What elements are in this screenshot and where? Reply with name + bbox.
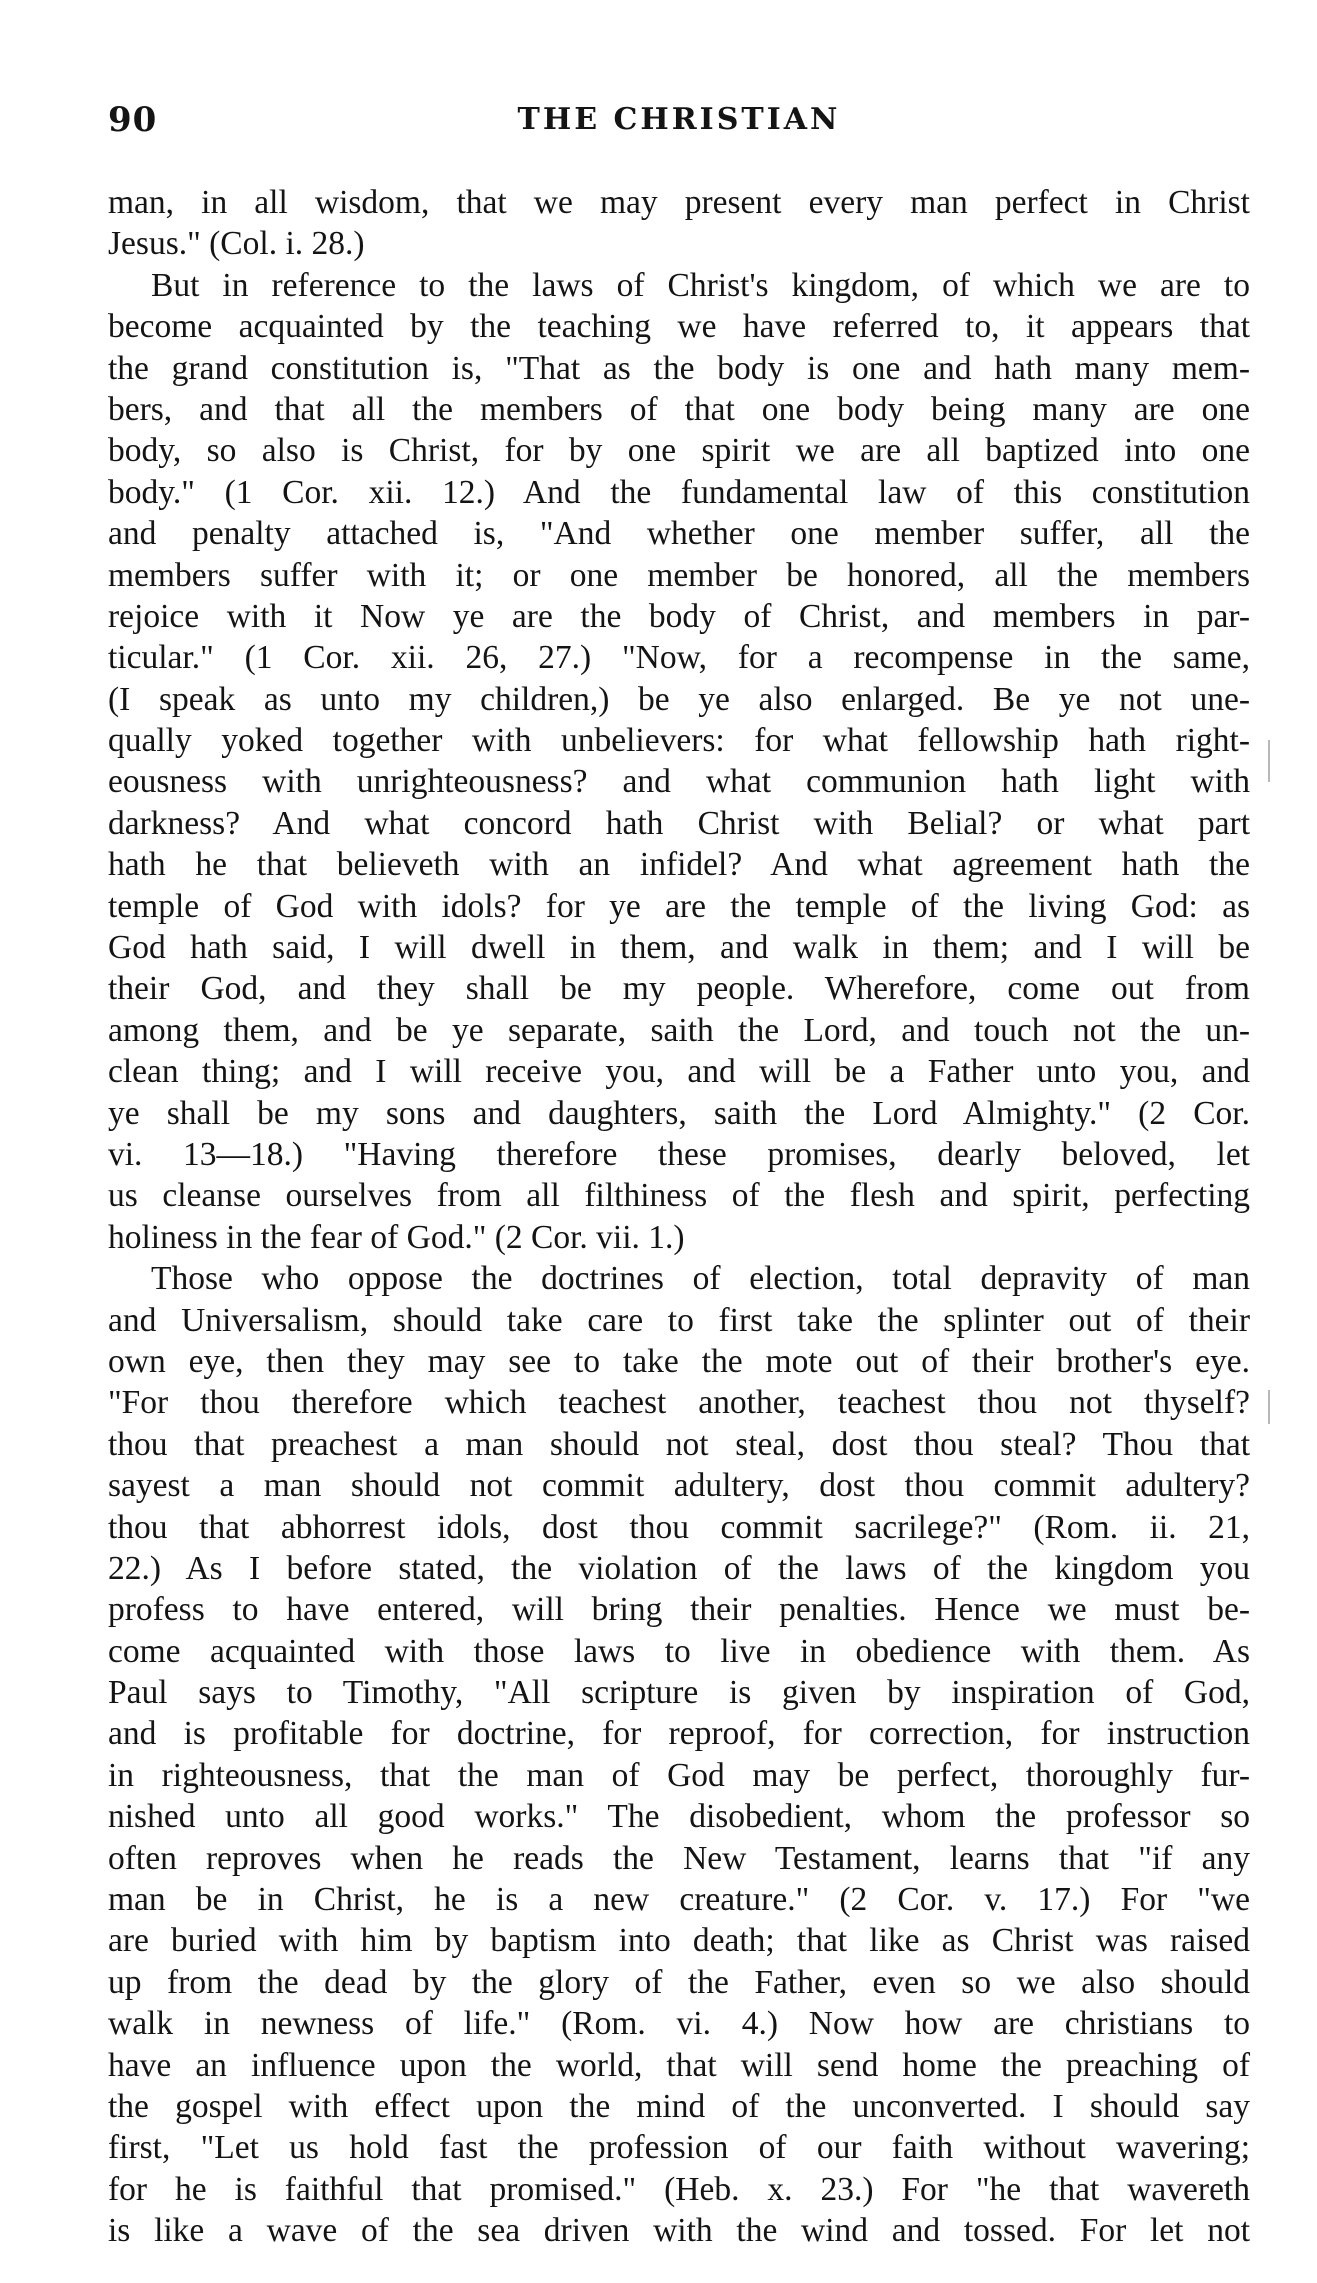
text-line: ticular." (1 Cor. xii. 26, 27.) "Now, for a recompense in the same, [108, 639, 1250, 677]
text-line: But in reference to the laws of Christ's kingdom, of which we are to [151, 266, 1250, 304]
text-line: the grand constitution is, "That as the body is one and hath many mem- [108, 349, 1250, 387]
text-line: in righteousness, that the man of God may be perfect, thoroughly fur- [108, 1756, 1250, 1794]
text-line: man, in all wisdom, that we may present every man perfect in Christ [108, 184, 1250, 221]
text-line: are buried with him by baptism into death; that like as Christ was raised [108, 1922, 1250, 1960]
text-line: rejoice with it Now ye are the body of Christ, and members in par- [108, 597, 1250, 635]
text-line: hath he that believeth with an infidel? And what agreement hath the [108, 846, 1250, 884]
text-line: thou that abhorrest idols, dost thou commit sacrilege?" (Rom. ii. 21, [108, 1508, 1250, 1546]
page-number: 90 [108, 100, 158, 140]
text-line: clean thing; and I will receive you, and will be a Father unto you, and [108, 1053, 1250, 1091]
text-line: nished unto all good works." The disobedient, whom the professor so [108, 1798, 1250, 1836]
text-line: the gospel with effect upon the mind of the unconverted. I should say [108, 2087, 1250, 2125]
text-line: ye shall be my sons and daughters, saith the Lord Almighty." (2 Cor. [108, 1094, 1250, 1132]
margin-mark [1268, 740, 1270, 782]
text-line: 22.) As I before stated, the violation of the laws of the kingdom you [108, 1549, 1250, 1587]
text-line: us cleanse ourselves from all filthiness of the flesh and spirit, perfecting [108, 1177, 1250, 1215]
text-line: "For thou therefore which teachest another, teachest thou not thyself? [108, 1384, 1250, 1422]
text-line: vi. 13—18.) "Having therefore these promises, dearly beloved, let [108, 1135, 1250, 1173]
text-line: temple of God with idols? for ye are the temple of the living God: as [108, 887, 1250, 925]
text-line: and penalty attached is, "And whether one member suffer, all the [108, 515, 1250, 553]
text-line: thou that preachest a man should not steal, dost thou steal? Thou that [108, 1425, 1250, 1463]
page-header [108, 100, 1250, 140]
text-line: (I speak as unto my children,) be ye also enlarged. Be ye not une- [108, 680, 1250, 718]
text-line: eousness with unrighteousness? and what communion hath light with [108, 763, 1250, 801]
text-line: come acquainted with those laws to live in obedience with them. As [108, 1632, 1250, 1670]
text-line: qually yoked together with unbelievers: for what fellowship hath right- [108, 722, 1250, 760]
text-line: members suffer with it; or one member be honored, all the members [108, 556, 1250, 594]
text-line: and is profitable for doctrine, for reproof, for correction, for instruction [108, 1715, 1250, 1753]
running-title: THE CHRISTIAN [517, 102, 841, 137]
text-line: own eye, then they may see to take the mote out of their brother's eye. [108, 1342, 1250, 1380]
text-line: for he is faithful that promised." (Heb. x. 23.) For "he that wavereth [108, 2170, 1250, 2208]
text-line: and Universalism, should take care to first take the splinter out of their [108, 1301, 1250, 1339]
text-line: first, "Let us hold fast the profession of our faith without wavering; [108, 2129, 1250, 2167]
text-line: their God, and they shall be my people. Wherefore, come out from [108, 970, 1250, 1008]
text-line: walk in newness of life." (Rom. vi. 4.) Now how are christians to [108, 2005, 1250, 2043]
text-line: sayest a man should not commit adultery, dost thou commit adultery? [108, 1467, 1250, 1505]
text-line: often reproves when he reads the New Testament, learns that "if any [108, 1839, 1250, 1877]
text-line: God hath said, I will dwell in them, and walk in them; and I will be [108, 929, 1250, 967]
text-line: Jesus." (Col. i. 28.) [108, 225, 365, 263]
text-line: body, so also is Christ, for by one spirit we are all baptized into one [108, 432, 1250, 470]
text-line: darkness? And what concord hath Christ with Belial? or what part [108, 804, 1250, 842]
margin-mark [1268, 1390, 1270, 1424]
text-line: up from the dead by the glory of the Father, even so we also should [108, 1963, 1250, 2001]
text-line: man be in Christ, he is a new creature." (2 Cor. v. 17.) For "we [108, 1881, 1250, 1919]
text-line: among them, and be ye separate, saith the Lord, and touch not the un- [108, 1011, 1250, 1049]
text-line: holiness in the fear of God." (2 Cor. vii. 1.) [108, 1218, 685, 1256]
text-line: is like a wave of the sea driven with the wind and tossed. For let not [108, 2212, 1250, 2250]
text-line: Paul says to Timothy, "All scripture is given by inspiration of God, [108, 1674, 1250, 1712]
text-line: become acquainted by the teaching we have referred to, it appears that [108, 308, 1250, 346]
text-line: have an influence upon the world, that will send home the preaching of [108, 2046, 1250, 2084]
text-line: profess to have entered, will bring their penalties. Hence we must be- [108, 1591, 1250, 1629]
text-line: body." (1 Cor. xii. 12.) And the fundamental law of this constitution [108, 473, 1250, 511]
text-line: Those who oppose the doctrines of election, total depravity of man [151, 1260, 1250, 1298]
body-text [108, 182, 1250, 2252]
text-line: bers, and that all the members of that one body being many are one [108, 390, 1250, 428]
